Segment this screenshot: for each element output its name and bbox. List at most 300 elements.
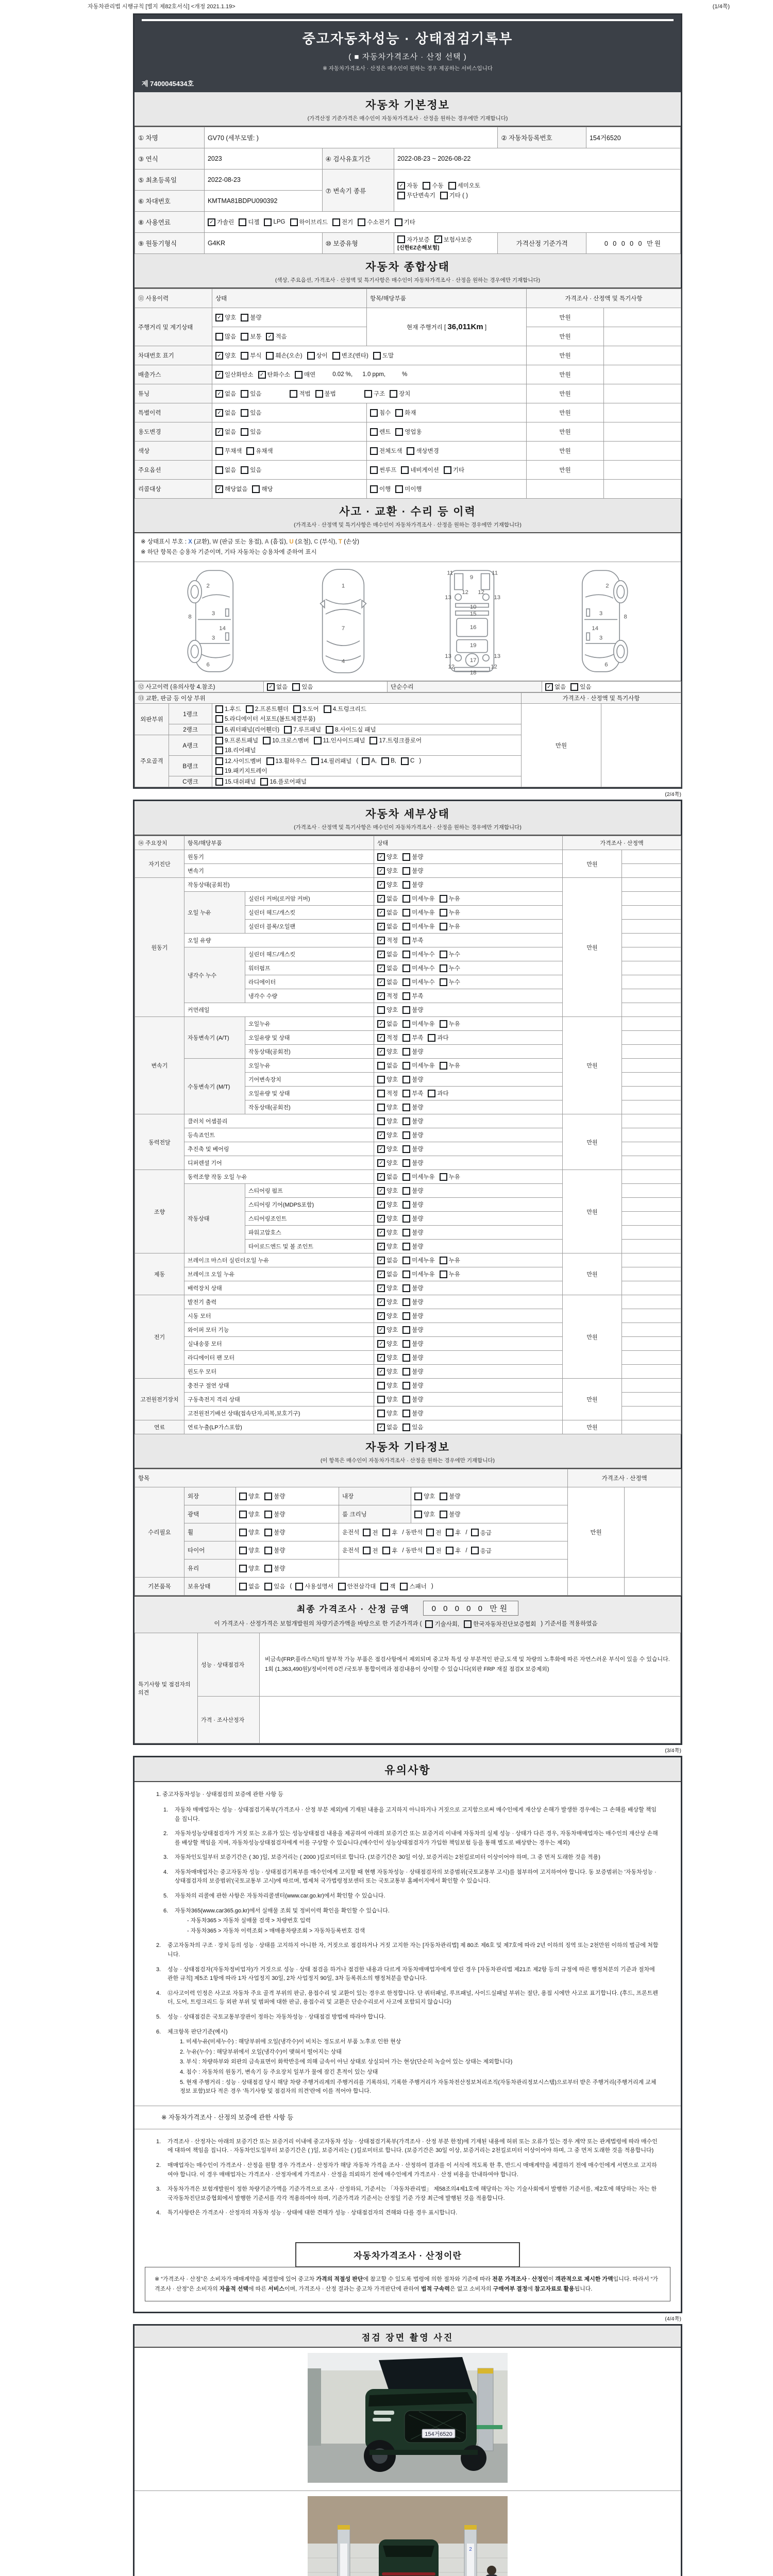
checkbox-양호[interactable] — [377, 1326, 398, 1334]
checkbox-icon[interactable] — [440, 1257, 447, 1264]
checkbox-icon[interactable] — [402, 978, 410, 986]
checkbox-렌트[interactable] — [370, 428, 391, 436]
checkbox-응급[interactable] — [471, 1547, 492, 1555]
checkbox-icon[interactable]: ✓ — [377, 1034, 385, 1042]
checkbox-후[interactable] — [446, 1547, 461, 1555]
checkbox-불량[interactable] — [402, 1159, 423, 1167]
checkbox-icon[interactable]: ✓ — [215, 352, 223, 360]
checkbox-과다[interactable] — [428, 1089, 448, 1097]
checkbox-양호[interactable] — [377, 1367, 398, 1376]
checkbox-미세누유[interactable] — [402, 1061, 434, 1070]
checkbox-icon[interactable] — [402, 1159, 410, 1167]
checkbox-icon[interactable]: ✓ — [377, 1312, 385, 1320]
checkbox-icon[interactable] — [402, 1257, 410, 1264]
checkbox-icon[interactable] — [326, 726, 333, 734]
checkbox-icon[interactable] — [402, 1340, 410, 1348]
checkbox-누유[interactable] — [440, 1270, 460, 1278]
checkbox-icon[interactable]: ✓ — [545, 683, 553, 691]
checkbox-icon[interactable] — [377, 1396, 385, 1403]
checkbox-양호[interactable] — [377, 1047, 398, 1056]
checkbox-불량[interactable] — [402, 880, 423, 889]
checkbox-부식[interactable] — [241, 351, 261, 360]
checkbox-없음[interactable] — [267, 683, 288, 691]
checkbox-icon[interactable] — [402, 1187, 410, 1195]
checkbox-있음[interactable] — [570, 683, 591, 691]
checkbox-불량[interactable] — [402, 1131, 423, 1139]
checkbox-icon[interactable]: ✓ — [377, 1243, 385, 1250]
checkbox-icon[interactable] — [315, 390, 323, 398]
checkbox-icon[interactable] — [215, 747, 223, 754]
checkbox-양호[interactable] — [239, 1492, 260, 1500]
checkbox-icon[interactable] — [284, 726, 292, 734]
checkbox-양호[interactable] — [377, 867, 398, 875]
checkbox-양호[interactable] — [414, 1510, 435, 1518]
checkbox-icon[interactable]: ✓ — [377, 951, 385, 958]
checkbox-icon[interactable] — [215, 705, 223, 713]
checkbox-전[interactable] — [426, 1529, 441, 1537]
checkbox-세미오토[interactable] — [448, 181, 480, 190]
checkbox-영업용[interactable] — [395, 428, 422, 436]
checkbox-icon[interactable] — [382, 1529, 390, 1536]
checkbox-icon[interactable] — [239, 1583, 247, 1590]
checkbox-icon[interactable]: ✓ — [377, 853, 385, 861]
checkbox-불량[interactable] — [440, 1492, 460, 1500]
checkbox-icon[interactable] — [381, 757, 389, 765]
checkbox-icon[interactable] — [370, 466, 378, 474]
checkbox-양호[interactable] — [377, 1284, 398, 1292]
checkbox-icon[interactable] — [440, 1062, 447, 1070]
checkbox-15.대쉬패널[interactable] — [215, 777, 256, 786]
checkbox-icon[interactable] — [402, 1284, 410, 1292]
checkbox-없음[interactable] — [545, 683, 566, 691]
checkbox-자동[interactable] — [397, 181, 418, 190]
checkbox-icon[interactable] — [264, 1565, 272, 1572]
checkbox-icon[interactable]: ✓ — [377, 1173, 385, 1181]
checkbox-기타[interactable] — [444, 466, 464, 474]
checkbox-미세누수[interactable] — [402, 950, 434, 958]
checkbox-icon[interactable] — [402, 1076, 410, 1083]
checkbox-icon[interactable] — [290, 218, 298, 226]
checkbox-icon[interactable] — [239, 1493, 247, 1500]
checkbox-불량[interactable] — [402, 1340, 423, 1348]
checkbox-icon[interactable] — [363, 1529, 371, 1536]
checkbox-7.루프패널[interactable] — [284, 725, 321, 734]
checkbox-불량[interactable] — [402, 1284, 423, 1292]
checkbox-미세누유[interactable] — [402, 1270, 434, 1278]
checkbox-보통[interactable] — [241, 332, 261, 341]
checkbox-icon[interactable] — [402, 1173, 410, 1181]
checkbox-icon[interactable] — [395, 485, 403, 493]
checkbox-양호[interactable] — [215, 313, 236, 321]
checkbox-icon[interactable] — [402, 1090, 410, 1097]
checkbox-없음[interactable] — [215, 389, 236, 398]
checkbox-icon[interactable] — [402, 964, 410, 972]
checkbox-icon[interactable] — [402, 1062, 410, 1070]
checkbox-icon[interactable] — [440, 909, 447, 917]
checkbox-1.후드[interactable] — [215, 705, 241, 713]
checkbox-누유[interactable] — [440, 894, 460, 903]
checkbox-icon[interactable] — [446, 1529, 453, 1536]
checkbox-icon[interactable] — [402, 1020, 410, 1028]
checkbox-icon[interactable] — [402, 1201, 410, 1209]
checkbox-전[interactable] — [363, 1547, 378, 1555]
checkbox-기술사회,[interactable] — [425, 1620, 459, 1628]
checkbox-없음[interactable] — [215, 428, 236, 436]
checkbox-icon[interactable]: ✓ — [377, 1340, 385, 1348]
checkbox-icon[interactable] — [264, 1583, 272, 1590]
checkbox-icon[interactable] — [215, 715, 223, 723]
checkbox-icon[interactable] — [293, 705, 301, 713]
checkbox-6.쿼터패널(리어휀더)[interactable] — [215, 725, 279, 734]
checkbox-불량[interactable] — [402, 1047, 423, 1056]
checkbox-누유[interactable] — [440, 922, 460, 930]
checkbox-불량[interactable] — [264, 1492, 285, 1500]
checkbox-양호[interactable] — [377, 1159, 398, 1167]
checkbox-icon[interactable]: ✓ — [215, 314, 223, 321]
checkbox-icon[interactable] — [377, 1104, 385, 1111]
checkbox-무채색[interactable] — [215, 447, 242, 455]
checkbox-없음[interactable] — [377, 950, 398, 958]
checkbox-불량[interactable] — [440, 1510, 460, 1518]
checkbox-매연[interactable] — [295, 370, 315, 379]
checkbox-부족[interactable] — [402, 992, 423, 1000]
checkbox-icon[interactable] — [264, 218, 272, 226]
checkbox-icon[interactable] — [402, 1145, 410, 1153]
checkbox-icon[interactable]: ✓ — [377, 1284, 385, 1292]
checkbox-icon[interactable] — [414, 1493, 422, 1500]
checkbox-양호[interactable] — [377, 1228, 398, 1236]
checkbox-icon[interactable]: ✓ — [377, 964, 385, 972]
checkbox-없음[interactable] — [377, 964, 398, 972]
checkbox-icon[interactable] — [358, 218, 365, 226]
checkbox-icon[interactable] — [377, 1382, 385, 1389]
checkbox-icon[interactable] — [402, 1104, 410, 1111]
checkbox-있음[interactable] — [241, 389, 261, 398]
checkbox-icon[interactable]: ✓ — [377, 1145, 385, 1153]
checkbox-icon[interactable] — [266, 352, 274, 360]
checkbox-없음[interactable] — [377, 1173, 398, 1181]
checkbox-있음[interactable] — [241, 466, 261, 474]
checkbox-불량[interactable] — [402, 1187, 423, 1195]
checkbox-icon[interactable] — [369, 737, 377, 744]
checkbox-3.도어[interactable] — [293, 705, 319, 713]
checkbox-icon[interactable]: ✓ — [377, 937, 385, 944]
checkbox-누수[interactable] — [440, 950, 460, 958]
checkbox-디젤[interactable] — [239, 218, 259, 226]
checkbox-불량[interactable] — [402, 1353, 423, 1362]
checkbox-16.플로어패널[interactable] — [260, 777, 307, 786]
checkbox-icon[interactable] — [440, 1270, 447, 1278]
checkbox-후[interactable] — [382, 1547, 397, 1555]
checkbox-양호[interactable] — [377, 1353, 398, 1362]
checkbox-양호[interactable] — [377, 1145, 398, 1153]
checkbox-icon[interactable] — [402, 853, 410, 861]
checkbox-icon[interactable] — [440, 192, 448, 199]
checkbox-수동[interactable] — [423, 181, 443, 190]
checkbox-icon[interactable] — [377, 1117, 385, 1125]
checkbox-icon[interactable] — [428, 1034, 435, 1042]
checkbox-LPG[interactable] — [264, 218, 285, 226]
checkbox-썬루프[interactable] — [370, 466, 396, 474]
checkbox-기타[interactable] — [395, 218, 415, 226]
checkbox-icon[interactable] — [426, 1529, 434, 1536]
checkbox-양호[interactable] — [377, 1214, 398, 1223]
checkbox-icon[interactable] — [263, 737, 271, 744]
checkbox-불량[interactable] — [402, 1075, 423, 1083]
checkbox-양호[interactable] — [377, 1242, 398, 1250]
checkbox-icon[interactable]: ✓ — [377, 1354, 385, 1362]
checkbox-icon[interactable] — [377, 1410, 385, 1417]
checkbox-icon[interactable] — [402, 992, 410, 1000]
checkbox-icon[interactable] — [402, 895, 410, 903]
checkbox-icon[interactable] — [314, 737, 322, 744]
checkbox-icon[interactable] — [252, 485, 260, 493]
checkbox-icon[interactable] — [377, 1062, 385, 1070]
checkbox-없음[interactable] — [377, 1020, 398, 1028]
checkbox-icon[interactable] — [402, 1131, 410, 1139]
checkbox-icon[interactable] — [377, 1090, 385, 1097]
checkbox-icon[interactable]: ✓ — [397, 182, 405, 190]
checkbox-없음[interactable] — [377, 894, 398, 903]
checkbox-icon[interactable] — [414, 1511, 422, 1518]
checkbox-불량[interactable] — [402, 1326, 423, 1334]
checkbox-icon[interactable]: ✓ — [377, 895, 385, 903]
checkbox-적음[interactable] — [266, 332, 287, 341]
checkbox-불량[interactable] — [241, 313, 261, 321]
checkbox-icon[interactable]: ✓ — [377, 1215, 385, 1223]
checkbox-icon[interactable] — [363, 1547, 371, 1554]
checkbox-무단변속기[interactable] — [397, 191, 435, 199]
checkbox-icon[interactable] — [362, 757, 369, 765]
checkbox-icon[interactable] — [464, 1620, 472, 1628]
checkbox-icon[interactable] — [402, 881, 410, 889]
checkbox-icon[interactable] — [239, 218, 246, 226]
checkbox-icon[interactable] — [239, 1547, 247, 1554]
checkbox-불량[interactable] — [402, 1367, 423, 1376]
checkbox-icon[interactable] — [402, 1215, 410, 1223]
checkbox-icon[interactable] — [402, 1396, 410, 1403]
checkbox-불량[interactable] — [402, 1409, 423, 1417]
checkbox-적정[interactable] — [377, 992, 398, 1000]
checkbox-icon[interactable] — [395, 218, 402, 226]
checkbox-icon[interactable] — [402, 1298, 410, 1306]
checkbox-icon[interactable] — [241, 352, 248, 360]
checkbox-icon[interactable] — [400, 1583, 408, 1590]
checkbox-미세누유[interactable] — [402, 894, 434, 903]
checkbox-불량[interactable] — [402, 1200, 423, 1209]
checkbox-도말[interactable] — [373, 351, 394, 360]
checkbox-탄화수소[interactable] — [258, 370, 290, 379]
checkbox-후[interactable] — [382, 1529, 397, 1537]
checkbox-icon[interactable] — [402, 951, 410, 958]
checkbox-있음[interactable] — [241, 428, 261, 436]
checkbox-icon[interactable] — [241, 428, 248, 436]
checkbox-icon[interactable] — [428, 1090, 435, 1097]
checkbox-icon[interactable] — [402, 1326, 410, 1334]
checkbox-icon[interactable] — [397, 235, 405, 243]
checkbox-icon[interactable] — [402, 1410, 410, 1417]
checkbox-icon[interactable] — [370, 485, 378, 493]
checkbox-icon[interactable] — [407, 447, 414, 455]
checkbox-양호[interactable] — [377, 853, 398, 861]
checkbox-있음[interactable] — [264, 1582, 285, 1590]
checkbox-없음[interactable] — [377, 1061, 398, 1070]
checkbox-icon[interactable] — [440, 951, 447, 958]
checkbox-불량[interactable] — [402, 867, 423, 875]
checkbox-부족[interactable] — [402, 1089, 423, 1097]
checkbox-icon[interactable] — [241, 390, 248, 398]
checkbox-불량[interactable] — [402, 853, 423, 861]
checkbox-icon[interactable]: ✓ — [377, 1229, 385, 1236]
checkbox-icon[interactable]: ✓ — [377, 1298, 385, 1306]
checkbox-5.라디에이터 서포트(볼트체결부품)[interactable] — [215, 715, 315, 723]
checkbox-불량[interactable] — [402, 1103, 423, 1111]
checkbox-icon[interactable] — [397, 192, 405, 199]
checkbox-icon[interactable] — [215, 767, 223, 775]
checkbox-후[interactable] — [446, 1529, 461, 1537]
checkbox-icon[interactable] — [215, 333, 223, 341]
checkbox-없음[interactable] — [239, 1582, 260, 1590]
checkbox-전[interactable] — [363, 1529, 378, 1537]
checkbox-icon[interactable]: ✓ — [266, 333, 274, 341]
checkbox-icon[interactable] — [440, 978, 447, 986]
checkbox-icon[interactable] — [324, 705, 331, 713]
checkbox-12.사이드멤버[interactable] — [215, 757, 262, 765]
checkbox-없음[interactable] — [215, 466, 236, 474]
checkbox-icon[interactable] — [382, 1547, 390, 1554]
checkbox-훼손(오손)[interactable] — [266, 351, 302, 360]
checkbox-누유[interactable] — [440, 1173, 460, 1181]
checkbox-icon[interactable] — [471, 1529, 479, 1536]
checkbox-icon[interactable] — [471, 1547, 479, 1554]
checkbox-유채색[interactable] — [246, 447, 273, 455]
checkbox-양호[interactable] — [377, 1409, 398, 1417]
checkbox-미세누유[interactable] — [402, 1256, 434, 1264]
checkbox-11.인사이드패널[interactable] — [314, 736, 365, 744]
checkbox-icon[interactable]: ✓ — [377, 1131, 385, 1139]
checkbox-icon[interactable]: ✓ — [215, 409, 223, 417]
checkbox-양호[interactable] — [377, 1298, 398, 1306]
checkbox-하이브리드[interactable] — [290, 218, 328, 226]
checkbox-스패너[interactable] — [400, 1582, 426, 1590]
checkbox-있음[interactable] — [402, 1423, 423, 1431]
checkbox-양호[interactable] — [414, 1492, 435, 1500]
checkbox-미세누수[interactable] — [402, 964, 434, 972]
checkbox-자가보증[interactable] — [397, 235, 429, 244]
checkbox-icon[interactable] — [426, 1547, 434, 1554]
checkbox-양호[interactable] — [215, 351, 236, 360]
checkbox-불량[interactable] — [264, 1528, 285, 1536]
checkbox-없음[interactable] — [377, 908, 398, 917]
checkbox-양호[interactable] — [377, 1395, 398, 1403]
checkbox-8.사이드실 패널[interactable] — [326, 725, 376, 734]
checkbox-많음[interactable] — [215, 332, 236, 341]
checkbox-icon[interactable] — [402, 909, 410, 917]
checkbox-icon[interactable]: ✓ — [215, 428, 223, 436]
checkbox-17.트렁크플로어[interactable] — [369, 736, 422, 744]
checkbox-없음[interactable] — [377, 922, 398, 930]
checkbox-누유[interactable] — [440, 1020, 460, 1028]
checkbox-사용설명서[interactable] — [295, 1582, 333, 1590]
checkbox-icon[interactable] — [292, 683, 300, 691]
checkbox-icon[interactable] — [401, 757, 409, 765]
checkbox-icon[interactable] — [395, 409, 403, 417]
checkbox-icon[interactable]: ✓ — [377, 1159, 385, 1167]
checkbox-양호[interactable] — [377, 1131, 398, 1139]
checkbox-양호[interactable] — [377, 1075, 398, 1083]
checkbox-icon[interactable] — [241, 409, 248, 417]
checkbox-icon[interactable] — [380, 1583, 388, 1590]
checkbox-icon[interactable] — [215, 778, 223, 786]
checkbox-양호[interactable] — [239, 1528, 260, 1536]
checkbox-13.휠하우스[interactable] — [266, 757, 307, 765]
checkbox-icon[interactable] — [241, 314, 248, 321]
checkbox-한국자동차진단보증협회[interactable] — [464, 1620, 536, 1628]
checkbox-icon[interactable] — [444, 466, 451, 474]
checkbox-불량[interactable] — [402, 1006, 423, 1014]
checkbox-불량[interactable] — [402, 1395, 423, 1403]
checkbox-누유[interactable] — [440, 908, 460, 917]
checkbox-양호[interactable] — [377, 1312, 398, 1320]
checkbox-icon[interactable] — [402, 1243, 410, 1250]
checkbox-수소전기[interactable] — [358, 218, 390, 226]
checkbox-icon[interactable] — [241, 333, 248, 341]
checkbox-icon[interactable] — [215, 466, 223, 474]
checkbox-4.트렁크리드[interactable] — [324, 705, 366, 713]
checkbox-불량[interactable] — [264, 1564, 285, 1572]
checkbox-icon[interactable] — [440, 895, 447, 903]
checkbox-icon[interactable] — [364, 390, 372, 398]
checkbox-icon[interactable] — [401, 466, 409, 474]
checkbox-icon[interactable]: ✓ — [377, 1048, 385, 1056]
checkbox-icon[interactable] — [260, 778, 268, 786]
checkbox-불량[interactable] — [402, 1145, 423, 1153]
checkbox-색상변경[interactable] — [407, 447, 439, 455]
checkbox-icon[interactable] — [402, 937, 410, 944]
checkbox-불량[interactable] — [402, 1312, 423, 1320]
checkbox-과다[interactable] — [428, 1033, 448, 1042]
checkbox-icon[interactable] — [307, 352, 315, 360]
checkbox-안전삼각대[interactable] — [338, 1582, 376, 1590]
checkbox-icon[interactable] — [440, 1020, 447, 1028]
checkbox-불량[interactable] — [402, 1214, 423, 1223]
checkbox-icon[interactable] — [264, 1493, 272, 1500]
checkbox-icon[interactable] — [402, 1368, 410, 1376]
checkbox-icon[interactable]: ✓ — [434, 235, 442, 243]
checkbox-icon[interactable]: ✓ — [377, 1326, 385, 1334]
checkbox-없음[interactable] — [377, 1256, 398, 1264]
checkbox-icon[interactable] — [402, 1117, 410, 1125]
checkbox-icon[interactable] — [332, 218, 340, 226]
checkbox-보험사보증[interactable] — [434, 235, 473, 244]
checkbox-양호[interactable] — [239, 1510, 260, 1518]
checkbox-10.크로스멤버[interactable] — [263, 736, 309, 744]
checkbox-누유[interactable] — [440, 1061, 460, 1070]
checkbox-구조[interactable] — [364, 389, 385, 398]
checkbox-불량[interactable] — [402, 1381, 423, 1389]
checkbox-icon[interactable] — [215, 447, 223, 455]
checkbox-icon[interactable] — [425, 1620, 433, 1628]
checkbox-없음[interactable] — [377, 978, 398, 986]
checkbox-icon[interactable] — [402, 1354, 410, 1362]
checkbox-icon[interactable] — [402, 1229, 410, 1236]
checkbox-icon[interactable] — [402, 1312, 410, 1320]
checkbox-C[interactable] — [401, 757, 414, 765]
checkbox-18.리어패널[interactable] — [215, 746, 256, 754]
checkbox-누수[interactable] — [440, 978, 460, 986]
checkbox-icon[interactable]: ✓ — [258, 371, 266, 379]
checkbox-일산화탄소[interactable] — [215, 370, 254, 379]
